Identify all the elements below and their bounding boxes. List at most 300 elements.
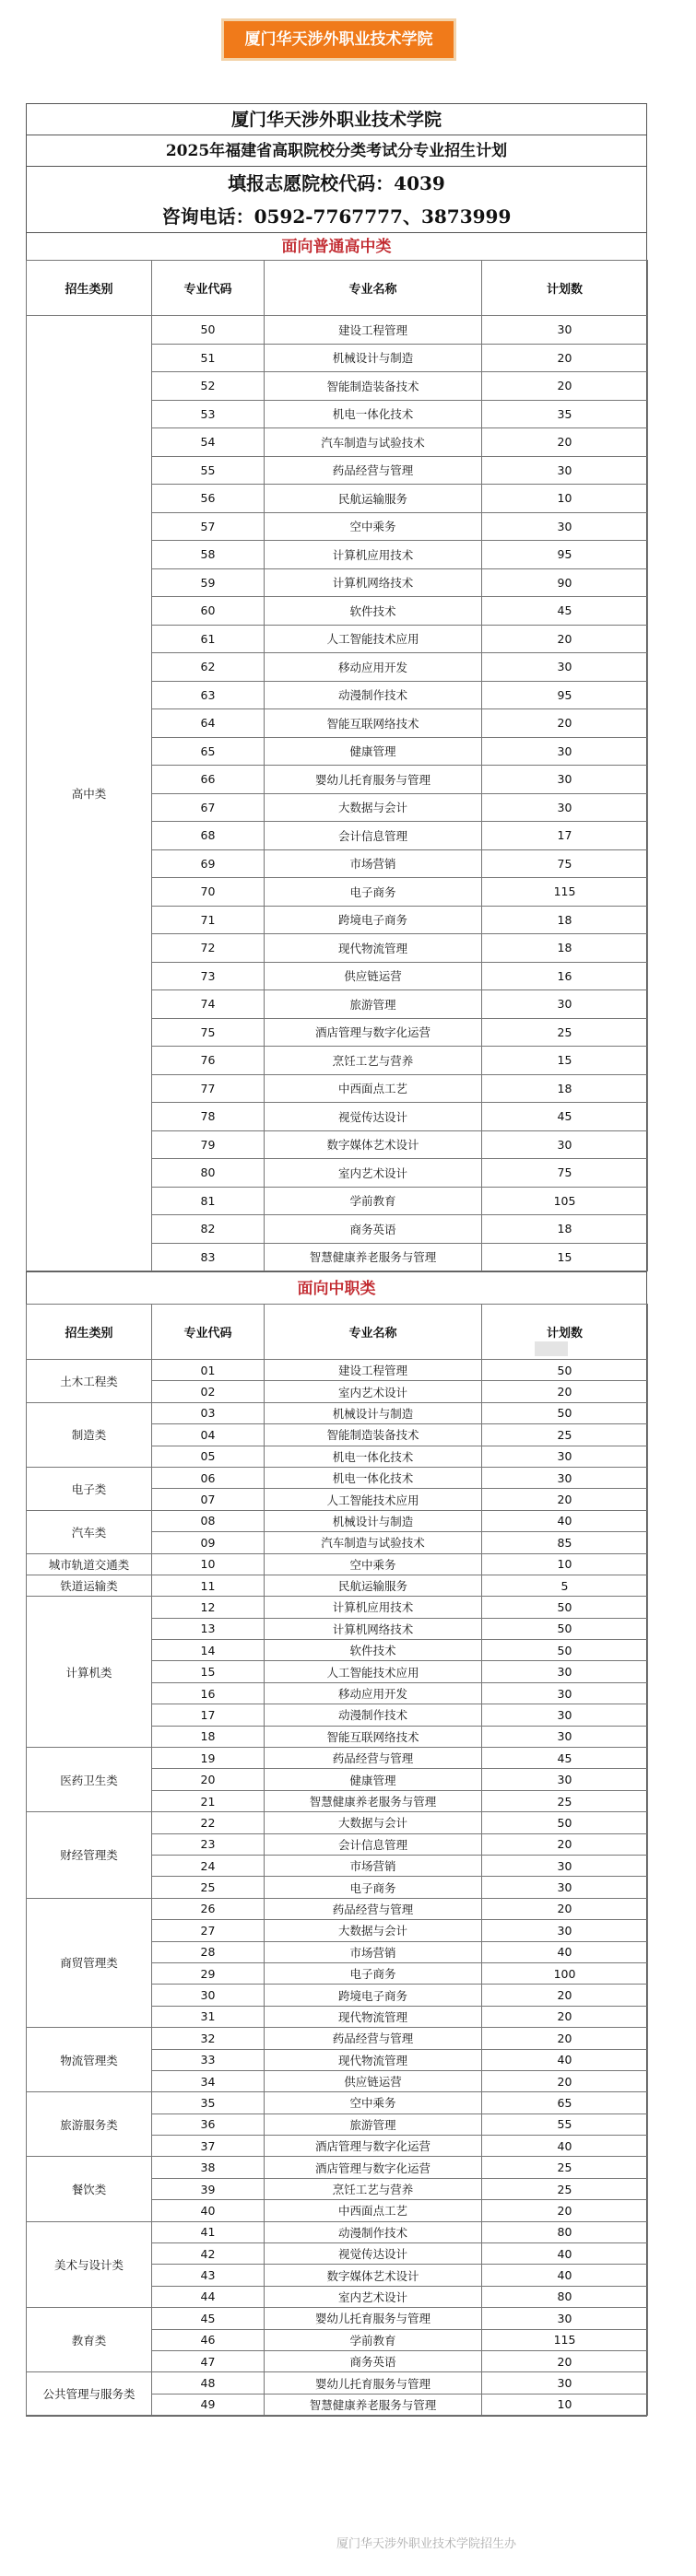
quota-cell: 20 bbox=[482, 2070, 648, 2091]
major-name-cell: 人工智能技术应用 bbox=[265, 1661, 482, 1682]
quota-cell: 45 bbox=[482, 597, 648, 626]
table-row bbox=[27, 1812, 648, 1833]
category-cell: 医药卫生类 bbox=[27, 1748, 152, 1812]
major-name-cell: 健康管理 bbox=[265, 737, 482, 766]
quota-cell: 10 bbox=[482, 485, 648, 513]
redaction-smudge bbox=[535, 1341, 568, 1356]
major-name-cell: 机电一体化技术 bbox=[265, 400, 482, 428]
major-name-cell: 烹饪工艺与营养 bbox=[265, 2178, 482, 2199]
quota-cell: 30 bbox=[482, 1446, 648, 1467]
table-row bbox=[27, 1402, 648, 1423]
major-name-cell: 计算机应用技术 bbox=[265, 1597, 482, 1618]
major-name-cell: 智能制造装备技术 bbox=[265, 1424, 482, 1446]
major-name-cell: 动漫制作技术 bbox=[265, 681, 482, 709]
category-cell: 高中类 bbox=[27, 316, 152, 1271]
major-name-cell: 动漫制作技术 bbox=[265, 1704, 482, 1726]
quota-cell: 18 bbox=[482, 1215, 648, 1244]
quota-cell: 40 bbox=[482, 2136, 648, 2157]
quota-cell: 30 bbox=[482, 2308, 648, 2329]
quota-cell: 20 bbox=[482, 2350, 648, 2371]
major-code-cell: 10 bbox=[152, 1553, 265, 1575]
quota-cell: 25 bbox=[482, 2157, 648, 2178]
major-code-cell: 54 bbox=[152, 428, 265, 457]
major-code-cell: 61 bbox=[152, 625, 265, 653]
major-name-cell: 计算机应用技术 bbox=[265, 541, 482, 569]
major-code-cell: 47 bbox=[152, 2350, 265, 2371]
table-row bbox=[27, 1748, 648, 1769]
major-code-cell: 59 bbox=[152, 568, 265, 597]
col-category: 招生类别 bbox=[27, 261, 152, 316]
major-name-cell: 大数据与会计 bbox=[265, 1920, 482, 1941]
major-name-cell: 空中乘务 bbox=[265, 512, 482, 541]
col-major: 专业名称 bbox=[265, 1305, 482, 1360]
quota-cell: 20 bbox=[482, 2200, 648, 2221]
major-name-cell: 计算机网络技术 bbox=[265, 1618, 482, 1639]
major-name-cell: 药品经营与管理 bbox=[265, 1748, 482, 1769]
table-row bbox=[27, 1597, 648, 1618]
quota-cell: 30 bbox=[482, 1467, 648, 1488]
watermark: 厦门华天涉外职业技术学院招生办 bbox=[336, 2537, 517, 2551]
quota-cell: 20 bbox=[482, 625, 648, 653]
major-name-cell: 移动应用开发 bbox=[265, 653, 482, 682]
quota-cell: 75 bbox=[482, 849, 648, 878]
major-code-cell: 32 bbox=[152, 2028, 265, 2049]
quota-cell: 30 bbox=[482, 1877, 648, 1898]
major-code-cell: 16 bbox=[152, 1682, 265, 1704]
school-badge: 厦门华天涉外职业技术学院 bbox=[221, 18, 456, 61]
major-code-cell: 36 bbox=[152, 2113, 265, 2135]
major-code-cell: 24 bbox=[152, 1855, 265, 1876]
major-name-cell: 酒店管理与数字化运营 bbox=[265, 2136, 482, 2157]
major-name-cell: 软件技术 bbox=[265, 597, 482, 626]
major-code-cell: 09 bbox=[152, 1532, 265, 1553]
quota-cell: 30 bbox=[482, 1661, 648, 1682]
quota-cell: 85 bbox=[482, 1532, 648, 1553]
quota-cell: 25 bbox=[482, 1790, 648, 1811]
quota-cell: 15 bbox=[482, 1047, 648, 1075]
major-name-cell: 智慧健康养老服务与管理 bbox=[265, 2394, 482, 2415]
quota-cell: 25 bbox=[482, 1018, 648, 1047]
quota-cell: 40 bbox=[482, 1510, 648, 1531]
quota-cell: 90 bbox=[482, 568, 648, 597]
major-name-cell: 电子商务 bbox=[265, 1962, 482, 1984]
major-name-cell: 药品经营与管理 bbox=[265, 456, 482, 485]
major-name-cell: 学前教育 bbox=[265, 1187, 482, 1215]
major-name-cell: 旅游管理 bbox=[265, 990, 482, 1019]
major-code-cell: 73 bbox=[152, 962, 265, 990]
major-name-cell: 学前教育 bbox=[265, 2329, 482, 2350]
major-name-cell: 会计信息管理 bbox=[265, 1833, 482, 1855]
major-name-cell: 人工智能技术应用 bbox=[265, 1489, 482, 1510]
major-code-cell: 74 bbox=[152, 990, 265, 1019]
major-code-cell: 05 bbox=[152, 1446, 265, 1467]
quota-cell: 115 bbox=[482, 2329, 648, 2350]
table-row bbox=[27, 1575, 648, 1596]
quota-cell: 18 bbox=[482, 934, 648, 963]
quota-cell: 20 bbox=[482, 1833, 648, 1855]
major-code-cell: 06 bbox=[152, 1467, 265, 1488]
major-code-cell: 67 bbox=[152, 793, 265, 822]
major-code-cell: 52 bbox=[152, 372, 265, 401]
major-name-cell: 婴幼儿托育服务与管理 bbox=[265, 2372, 482, 2394]
major-code-cell: 37 bbox=[152, 2136, 265, 2157]
table-row bbox=[27, 1898, 648, 1919]
major-name-cell: 视觉传达设计 bbox=[265, 1103, 482, 1131]
table-row bbox=[27, 1467, 648, 1488]
quota-cell: 45 bbox=[482, 1748, 648, 1769]
category-cell: 土木工程类 bbox=[27, 1360, 152, 1403]
major-code-cell: 30 bbox=[152, 1985, 265, 2006]
major-code-cell: 68 bbox=[152, 822, 265, 850]
col-major: 专业名称 bbox=[265, 261, 482, 316]
major-code-cell: 21 bbox=[152, 1790, 265, 1811]
major-name-cell: 机电一体化技术 bbox=[265, 1467, 482, 1488]
major-name-cell: 室内艺术设计 bbox=[265, 1381, 482, 1402]
quota-cell: 40 bbox=[482, 2265, 648, 2286]
major-name-cell: 建设工程管理 bbox=[265, 1360, 482, 1381]
quota-cell: 20 bbox=[482, 1381, 648, 1402]
major-name-cell: 机械设计与制造 bbox=[265, 1510, 482, 1531]
quota-cell: 5 bbox=[482, 1575, 648, 1596]
major-name-cell: 婴幼儿托育服务与管理 bbox=[265, 766, 482, 794]
major-name-cell: 现代物流管理 bbox=[265, 2006, 482, 2027]
major-name-cell: 市场营销 bbox=[265, 849, 482, 878]
quota-cell: 20 bbox=[482, 1489, 648, 1510]
section-high-school-title: 面向普通高中类 bbox=[27, 233, 646, 261]
quota-cell: 95 bbox=[482, 541, 648, 569]
quota-cell: 50 bbox=[482, 1618, 648, 1639]
major-name-cell: 市场营销 bbox=[265, 1855, 482, 1876]
major-code-cell: 44 bbox=[152, 2286, 265, 2307]
category-cell: 汽车类 bbox=[27, 1510, 152, 1553]
major-code-cell: 07 bbox=[152, 1489, 265, 1510]
major-code-cell: 72 bbox=[152, 934, 265, 963]
major-name-cell: 酒店管理与数字化运营 bbox=[265, 1018, 482, 1047]
quota-cell: 30 bbox=[482, 1682, 648, 1704]
major-code-cell: 14 bbox=[152, 1640, 265, 1661]
quota-cell: 20 bbox=[482, 1898, 648, 1919]
major-code-cell: 34 bbox=[152, 2070, 265, 2091]
quota-cell: 16 bbox=[482, 962, 648, 990]
quota-cell: 20 bbox=[482, 428, 648, 457]
major-code-cell: 25 bbox=[152, 1877, 265, 1898]
quota-cell: 30 bbox=[482, 1130, 648, 1159]
quota-cell: 105 bbox=[482, 1187, 648, 1215]
quota-cell: 20 bbox=[482, 344, 648, 372]
category-cell: 商贸管理类 bbox=[27, 1898, 152, 2027]
col-code: 专业代码 bbox=[152, 261, 265, 316]
major-name-cell: 电子商务 bbox=[265, 1877, 482, 1898]
major-code-cell: 60 bbox=[152, 597, 265, 626]
quota-cell: 50 bbox=[482, 1360, 648, 1381]
major-code-cell: 15 bbox=[152, 1661, 265, 1682]
quota-cell: 25 bbox=[482, 1424, 648, 1446]
major-code-cell: 53 bbox=[152, 400, 265, 428]
major-code-cell: 12 bbox=[152, 1597, 265, 1618]
major-code-cell: 64 bbox=[152, 709, 265, 738]
table-row bbox=[27, 1553, 648, 1575]
quota-cell: 40 bbox=[482, 1941, 648, 1962]
major-code-cell: 71 bbox=[152, 906, 265, 934]
major-name-cell: 空中乘务 bbox=[265, 1553, 482, 1575]
major-code-cell: 27 bbox=[152, 1920, 265, 1941]
quota-cell: 30 bbox=[482, 1704, 648, 1726]
quota-cell: 18 bbox=[482, 1074, 648, 1103]
major-code-cell: 13 bbox=[152, 1618, 265, 1639]
major-code-cell: 83 bbox=[152, 1243, 265, 1271]
quota-cell: 30 bbox=[482, 456, 648, 485]
vocational-table bbox=[26, 1304, 648, 2416]
major-code-cell: 11 bbox=[152, 1575, 265, 1596]
major-name-cell: 数字媒体艺术设计 bbox=[265, 1130, 482, 1159]
table-row bbox=[27, 2028, 648, 2049]
phone-line: 咨询电话：0592-7767777、3873999 bbox=[27, 200, 646, 233]
quota-cell: 35 bbox=[482, 400, 648, 428]
major-code-cell: 63 bbox=[152, 681, 265, 709]
major-code-cell: 58 bbox=[152, 541, 265, 569]
major-code-cell: 46 bbox=[152, 2329, 265, 2350]
category-cell: 美术与设计类 bbox=[27, 2221, 152, 2308]
quota-cell: 95 bbox=[482, 681, 648, 709]
major-name-cell: 婴幼儿托育服务与管理 bbox=[265, 2308, 482, 2329]
major-code-cell: 48 bbox=[152, 2372, 265, 2394]
quota-cell: 50 bbox=[482, 1812, 648, 1833]
quota-cell: 25 bbox=[482, 2178, 648, 2199]
major-code-cell: 76 bbox=[152, 1047, 265, 1075]
quota-cell: 30 bbox=[482, 1920, 648, 1941]
major-name-cell: 跨境电子商务 bbox=[265, 906, 482, 934]
quota-cell: 80 bbox=[482, 2286, 648, 2307]
major-code-cell: 43 bbox=[152, 2265, 265, 2286]
category-cell: 旅游服务类 bbox=[27, 2092, 152, 2157]
quota-cell: 20 bbox=[482, 2028, 648, 2049]
major-code-cell: 70 bbox=[152, 878, 265, 907]
major-name-cell: 会计信息管理 bbox=[265, 822, 482, 850]
major-name-cell: 中西面点工艺 bbox=[265, 2200, 482, 2221]
major-code-cell: 26 bbox=[152, 1898, 265, 1919]
category-cell: 教育类 bbox=[27, 2308, 152, 2372]
quota-cell: 45 bbox=[482, 1103, 648, 1131]
major-name-cell: 智能互联网络技术 bbox=[265, 1726, 482, 1747]
major-name-cell: 市场营销 bbox=[265, 1941, 482, 1962]
table-row bbox=[27, 2221, 648, 2242]
plan-title: 2025年福建省高职院校分类考试分专业招生计划 bbox=[27, 135, 646, 167]
major-name-cell: 汽车制造与试验技术 bbox=[265, 1532, 482, 1553]
category-cell: 公共管理与服务类 bbox=[27, 2372, 152, 2416]
major-code-cell: 45 bbox=[152, 2308, 265, 2329]
quota-cell: 30 bbox=[482, 1726, 648, 1747]
major-code-cell: 69 bbox=[152, 849, 265, 878]
major-code-cell: 56 bbox=[152, 485, 265, 513]
quota-cell: 65 bbox=[482, 2092, 648, 2113]
category-cell: 城市轨道交通类 bbox=[27, 1553, 152, 1575]
major-name-cell: 商务英语 bbox=[265, 2350, 482, 2371]
major-code-cell: 31 bbox=[152, 2006, 265, 2027]
quota-cell: 75 bbox=[482, 1159, 648, 1188]
quota-cell: 20 bbox=[482, 372, 648, 401]
quota-cell: 30 bbox=[482, 2372, 648, 2394]
quota-cell: 30 bbox=[482, 512, 648, 541]
major-name-cell: 机械设计与制造 bbox=[265, 1402, 482, 1423]
quota-cell: 10 bbox=[482, 1553, 648, 1575]
table-header-row bbox=[27, 261, 648, 316]
quota-cell: 50 bbox=[482, 1402, 648, 1423]
major-name-cell: 建设工程管理 bbox=[265, 316, 482, 345]
quota-cell: 50 bbox=[482, 1640, 648, 1661]
quota-cell: 20 bbox=[482, 2006, 648, 2027]
table-row bbox=[27, 1510, 648, 1531]
major-name-cell: 中西面点工艺 bbox=[265, 1074, 482, 1103]
quota-cell: 10 bbox=[482, 2394, 648, 2415]
quota-cell: 17 bbox=[482, 822, 648, 850]
major-code-cell: 82 bbox=[152, 1215, 265, 1244]
major-name-cell: 健康管理 bbox=[265, 1769, 482, 1790]
major-code-cell: 39 bbox=[152, 2178, 265, 2199]
major-name-cell: 软件技术 bbox=[265, 1640, 482, 1661]
quota-cell: 30 bbox=[482, 766, 648, 794]
major-name-cell: 民航运输服务 bbox=[265, 1575, 482, 1596]
category-cell: 餐饮类 bbox=[27, 2157, 152, 2221]
major-name-cell: 机电一体化技术 bbox=[265, 1446, 482, 1467]
major-code-cell: 33 bbox=[152, 2049, 265, 2070]
major-name-cell: 现代物流管理 bbox=[265, 2049, 482, 2070]
major-name-cell: 智能制造装备技术 bbox=[265, 372, 482, 401]
quota-cell: 30 bbox=[482, 990, 648, 1019]
major-name-cell: 电子商务 bbox=[265, 878, 482, 907]
major-code-cell: 35 bbox=[152, 2092, 265, 2113]
major-name-cell: 动漫制作技术 bbox=[265, 2221, 482, 2242]
quota-cell: 115 bbox=[482, 878, 648, 907]
major-code-cell: 08 bbox=[152, 1510, 265, 1531]
major-code-cell: 40 bbox=[152, 2200, 265, 2221]
major-name-cell: 民航运输服务 bbox=[265, 485, 482, 513]
major-code-cell: 04 bbox=[152, 1424, 265, 1446]
quota-cell: 30 bbox=[482, 1855, 648, 1876]
major-code-cell: 38 bbox=[152, 2157, 265, 2178]
major-name-cell: 跨境电子商务 bbox=[265, 1985, 482, 2006]
major-name-cell: 大数据与会计 bbox=[265, 1812, 482, 1833]
major-code-cell: 01 bbox=[152, 1360, 265, 1381]
col-code: 专业代码 bbox=[152, 1305, 265, 1360]
school-name: 厦门华天涉外职业技术学院 bbox=[27, 104, 646, 135]
major-code-cell: 17 bbox=[152, 1704, 265, 1726]
major-code-cell: 62 bbox=[152, 653, 265, 682]
major-code-cell: 28 bbox=[152, 1941, 265, 1962]
major-name-cell: 移动应用开发 bbox=[265, 1682, 482, 1704]
major-code-cell: 20 bbox=[152, 1769, 265, 1790]
quota-cell: 50 bbox=[482, 1597, 648, 1618]
major-name-cell: 商务英语 bbox=[265, 1215, 482, 1244]
table-row bbox=[27, 2308, 648, 2329]
enrollment-plan-sheet bbox=[26, 103, 647, 2417]
major-name-cell: 空中乘务 bbox=[265, 2092, 482, 2113]
major-name-cell: 供应链运营 bbox=[265, 962, 482, 990]
quota-cell: 40 bbox=[482, 2243, 648, 2265]
quota-cell: 55 bbox=[482, 2113, 648, 2135]
major-name-cell: 人工智能技术应用 bbox=[265, 625, 482, 653]
table-row bbox=[27, 2092, 648, 2113]
table-row bbox=[27, 1360, 648, 1381]
quota-cell: 30 bbox=[482, 737, 648, 766]
major-code-cell: 81 bbox=[152, 1187, 265, 1215]
major-name-cell: 供应链运营 bbox=[265, 2070, 482, 2091]
quota-cell: 15 bbox=[482, 1243, 648, 1271]
major-name-cell: 视觉传达设计 bbox=[265, 2243, 482, 2265]
quota-cell: 30 bbox=[482, 316, 648, 345]
category-cell: 计算机类 bbox=[27, 1597, 152, 1748]
major-name-cell: 汽车制造与试验技术 bbox=[265, 428, 482, 457]
major-name-cell: 酒店管理与数字化运营 bbox=[265, 2157, 482, 2178]
major-name-cell: 现代物流管理 bbox=[265, 934, 482, 963]
major-code-cell: 02 bbox=[152, 1381, 265, 1402]
major-code-cell: 55 bbox=[152, 456, 265, 485]
category-cell: 铁道运输类 bbox=[27, 1575, 152, 1596]
quota-cell: 40 bbox=[482, 2049, 648, 2070]
major-name-cell: 烹饪工艺与营养 bbox=[265, 1047, 482, 1075]
quota-cell: 100 bbox=[482, 1962, 648, 1984]
major-code-cell: 49 bbox=[152, 2394, 265, 2415]
table-row bbox=[27, 316, 648, 345]
major-code-cell: 42 bbox=[152, 2243, 265, 2265]
category-cell: 财经管理类 bbox=[27, 1812, 152, 1899]
major-code-cell: 29 bbox=[152, 1962, 265, 1984]
major-name-cell: 机械设计与制造 bbox=[265, 344, 482, 372]
major-code-cell: 23 bbox=[152, 1833, 265, 1855]
category-cell: 电子类 bbox=[27, 1467, 152, 1510]
quota-cell: 20 bbox=[482, 1985, 648, 2006]
major-name-cell: 计算机网络技术 bbox=[265, 568, 482, 597]
quota-cell: 20 bbox=[482, 709, 648, 738]
major-name-cell: 智慧健康养老服务与管理 bbox=[265, 1790, 482, 1811]
major-code-cell: 51 bbox=[152, 344, 265, 372]
category-cell: 物流管理类 bbox=[27, 2028, 152, 2092]
major-name-cell: 旅游管理 bbox=[265, 2113, 482, 2135]
table-row bbox=[27, 2157, 648, 2178]
col-quota: 计划数 bbox=[482, 1305, 648, 1360]
major-code-cell: 75 bbox=[152, 1018, 265, 1047]
col-quota: 计划数 bbox=[482, 261, 648, 316]
section-vocational-title: 面向中职类 bbox=[27, 1271, 646, 1305]
quota-cell: 30 bbox=[482, 1769, 648, 1790]
quota-cell: 80 bbox=[482, 2221, 648, 2242]
major-name-cell: 智慧健康养老服务与管理 bbox=[265, 1243, 482, 1271]
high-school-table bbox=[26, 260, 648, 1271]
major-code-cell: 79 bbox=[152, 1130, 265, 1159]
major-code-cell: 77 bbox=[152, 1074, 265, 1103]
major-name-cell: 药品经营与管理 bbox=[265, 2028, 482, 2049]
major-code-cell: 57 bbox=[152, 512, 265, 541]
major-code-cell: 18 bbox=[152, 1726, 265, 1747]
category-cell: 制造类 bbox=[27, 1402, 152, 1467]
major-code-cell: 22 bbox=[152, 1812, 265, 1833]
major-code-cell: 19 bbox=[152, 1748, 265, 1769]
major-name-cell: 室内艺术设计 bbox=[265, 2286, 482, 2307]
major-name-cell: 数字媒体艺术设计 bbox=[265, 2265, 482, 2286]
major-name-cell: 室内艺术设计 bbox=[265, 1159, 482, 1188]
major-code-cell: 66 bbox=[152, 766, 265, 794]
quota-cell: 30 bbox=[482, 793, 648, 822]
major-code-cell: 80 bbox=[152, 1159, 265, 1188]
col-category: 招生类别 bbox=[27, 1305, 152, 1360]
quota-cell: 30 bbox=[482, 653, 648, 682]
major-code-cell: 65 bbox=[152, 737, 265, 766]
quota-cell: 18 bbox=[482, 906, 648, 934]
major-name-cell: 大数据与会计 bbox=[265, 793, 482, 822]
major-name-cell: 智能互联网络技术 bbox=[265, 709, 482, 738]
major-name-cell: 药品经营与管理 bbox=[265, 1898, 482, 1919]
major-code-cell: 50 bbox=[152, 316, 265, 345]
table-row bbox=[27, 2372, 648, 2394]
